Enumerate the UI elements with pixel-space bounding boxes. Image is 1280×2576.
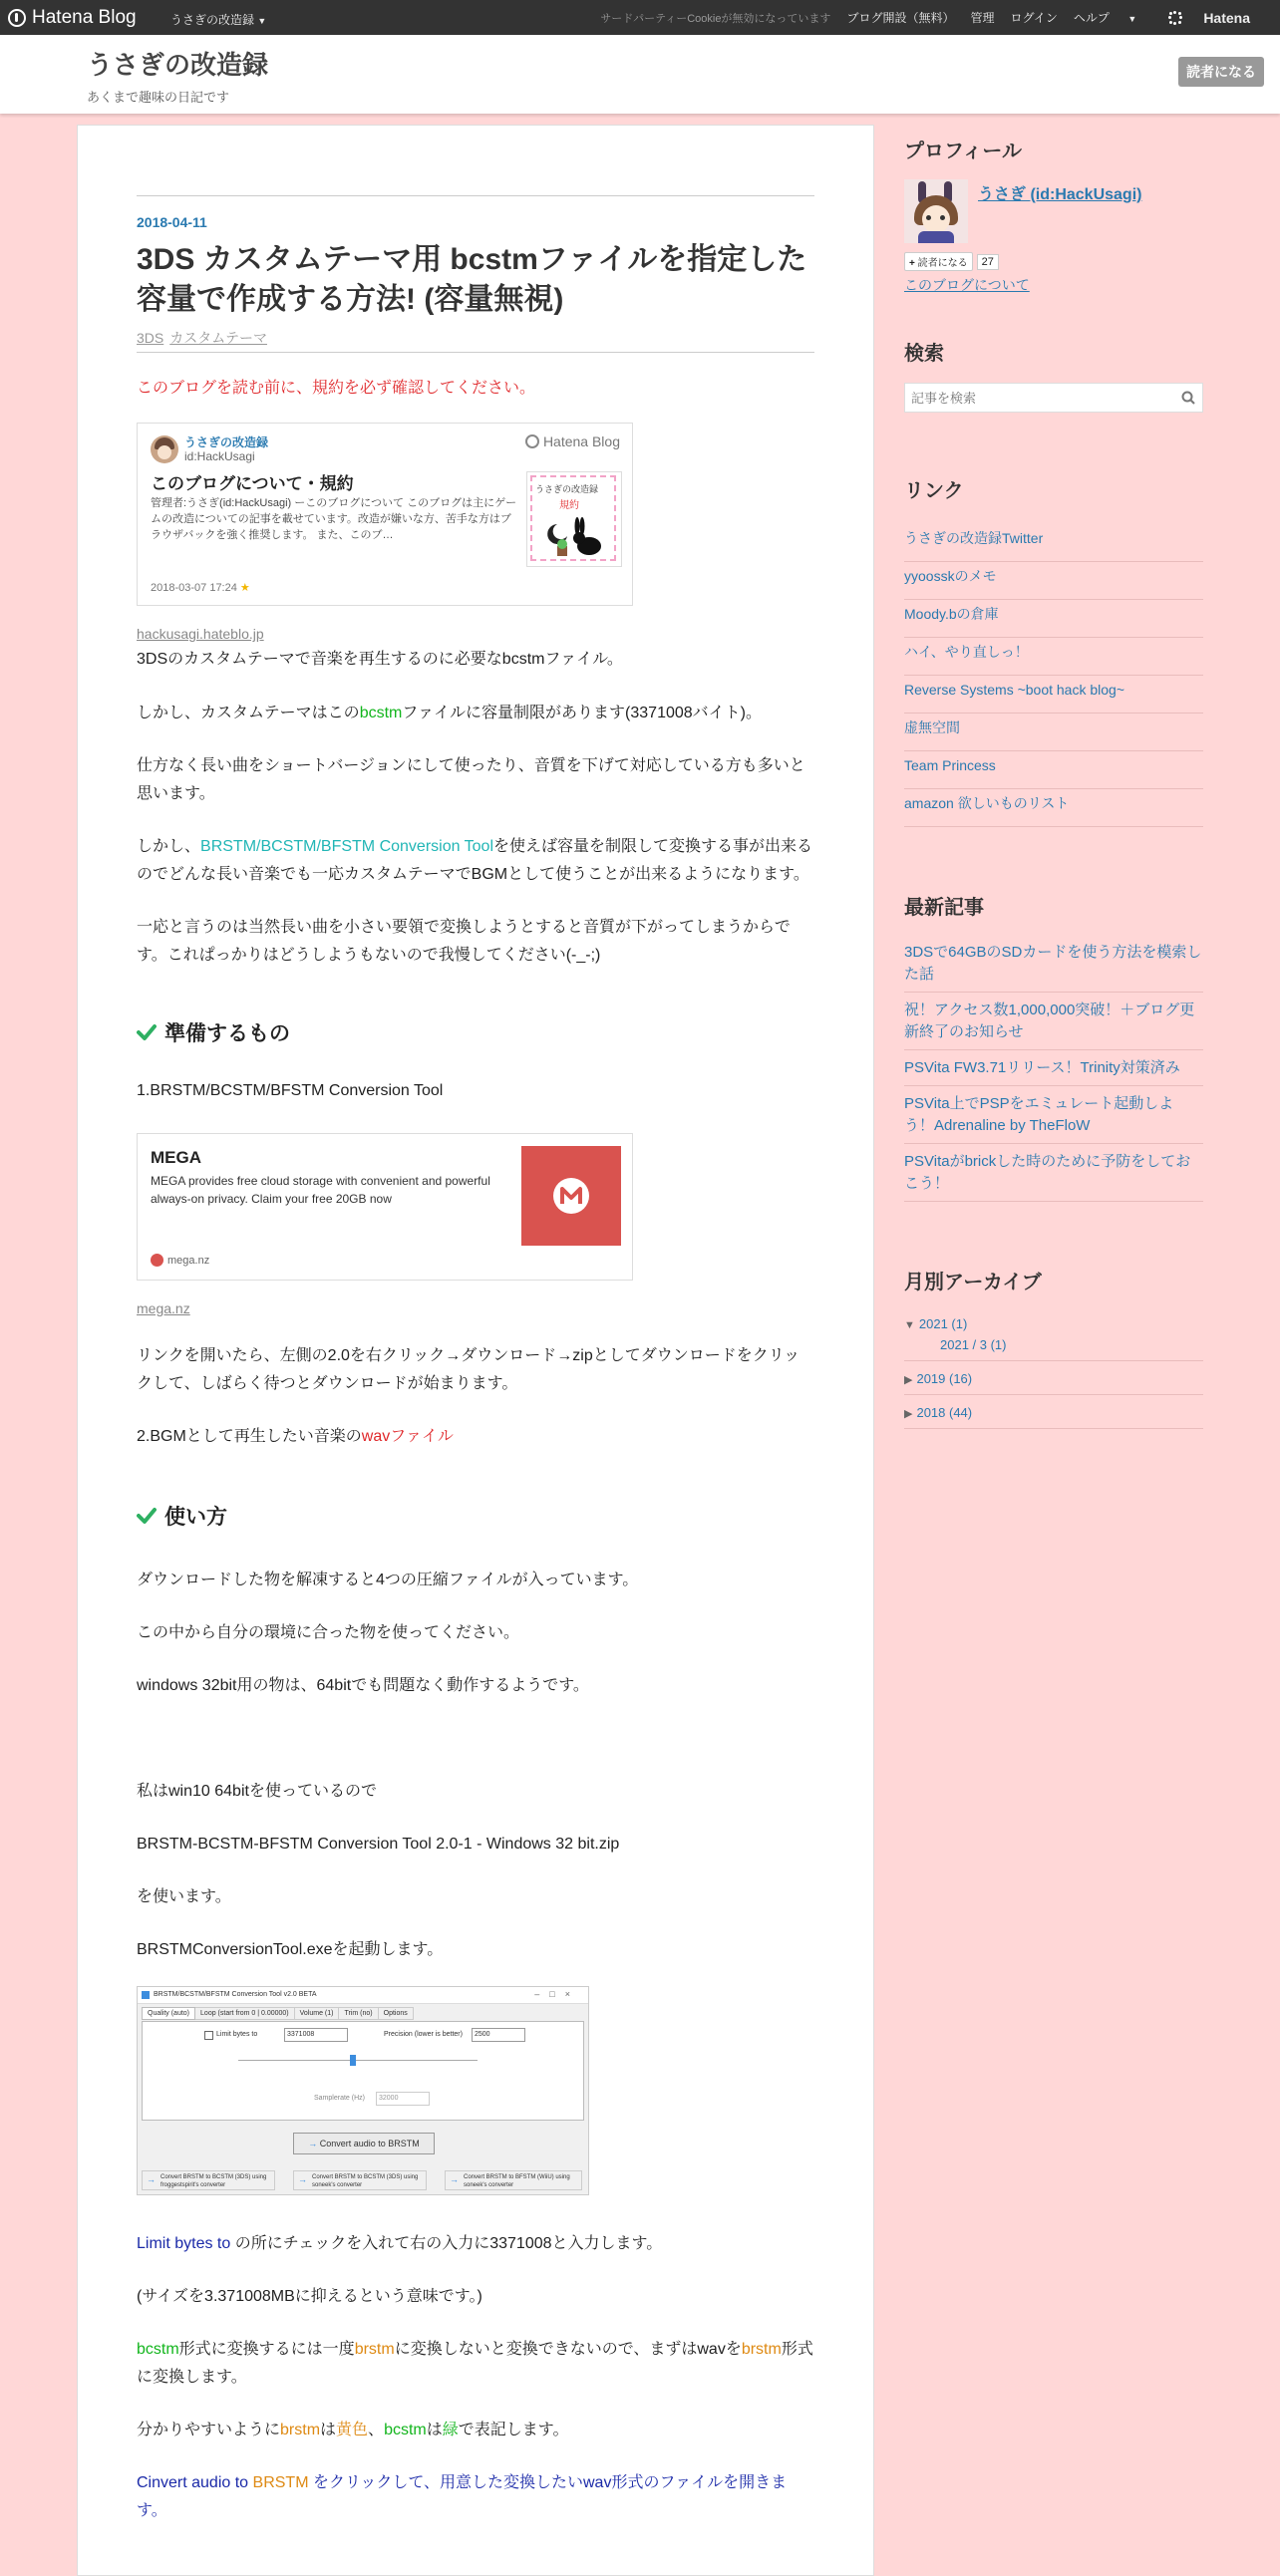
sidebar <box>904 125 1203 1439</box>
card-excerpt: 管理者:うさぎ(id:HackUsagi) ーこのブログについて このブログは主にゲームの改造についての記事を載せています。改造が嫌いな方、苦手な方はブラウザバックを強く推奨します。 また、このブ… <box>151 497 517 541</box>
blog-title[interactable]: うさぎの改造録 <box>87 50 269 80</box>
rabbit-moon-icon <box>527 472 621 566</box>
archive-month-link[interactable]: 2021 / 3 (1) <box>940 1337 1007 1352</box>
profile-title: プロフィール <box>904 141 1022 162</box>
caret-down-icon: ▼ <box>1124 14 1137 24</box>
text: を使えば容量を制限して変換する事が出来るのでどんな長い音楽でも一応カスタムテーマでBGMとして使うことが出来るようになります。 <box>137 838 813 883</box>
paragraph: を使います。 <box>137 1888 231 1905</box>
convert-brstm-button <box>293 2133 435 2154</box>
text: に変換しないと変換できないので、まずはwavを <box>394 2341 742 2358</box>
tab-quality: Quality (auto) <box>142 2007 195 2020</box>
global-header <box>0 0 1280 35</box>
card-user-id: id:HackUsagi <box>184 449 255 463</box>
card-source-link[interactable] <box>137 626 814 644</box>
limit-field: 3371008 <box>284 2028 348 2042</box>
precision-label: Precision (lower is better) <box>384 2031 463 2038</box>
tool-screenshot <box>137 1986 589 2195</box>
arrow-right-icon: → <box>308 2139 320 2148</box>
card-title: このブログについて・規約 <box>151 474 354 493</box>
section-heading-text: 使い方 <box>164 1506 227 1529</box>
recent-entry-link[interactable]: 祝！アクセス数1,000,000突破！＋ブログ更新終了のお知らせ <box>904 1000 1203 1050</box>
window-title: BRSTM/BCSTM/BFSTM Conversion Tool v2.0 BETA <box>154 1991 317 1998</box>
hatena-blog-icon <box>525 434 539 448</box>
entry-title[interactable]: 3DS カスタムテーマ用 bcstmファイルを指定した容量で作成する方法! (容量無視) <box>137 243 807 316</box>
checkmark-icon <box>137 1022 157 1042</box>
text: の所にチェックを入れて右の入力に3371008と入力します。 <box>230 2235 663 2252</box>
hatena-label: Hatena <box>1203 9 1250 26</box>
convert-bfstm-soneek-label: Convert BRSTM to BFSTM (WiiU) using soneek's converter <box>464 2174 570 2188</box>
entry-categories <box>137 328 814 348</box>
highlight-limit-bytes: Limit bytes to <box>137 2235 231 2252</box>
slider-thumb <box>350 2055 356 2066</box>
convert-bcstm-froggest-button <box>142 2170 275 2190</box>
paragraph: windows 32bit用の物は、64bitでも問題なく動作するようです。 <box>137 1677 589 1694</box>
search-icon[interactable] <box>1181 391 1195 405</box>
card-brand <box>525 433 620 449</box>
avatar <box>151 435 178 463</box>
triangle-right-icon[interactable]: ▶ <box>904 1408 913 1420</box>
arrow-right-icon: → <box>147 2174 156 2184</box>
hatena-dots-icon <box>1168 11 1182 25</box>
divider <box>137 352 814 353</box>
text: 分かりやすいように <box>137 2422 281 2438</box>
sidebar-link-item[interactable]: Reverse Systems ~boot hack blog~ <box>904 677 1203 714</box>
profile-avatar[interactable] <box>904 179 968 243</box>
paragraph: 仕方なく長い曲をショートバージョンにして使ったり、音質を下げて対応している方も多いと思います。 <box>137 757 805 802</box>
paragraph: (サイズを3.371008MBに抑えるという意味です。) <box>137 2288 482 2305</box>
text: ファイルに容量制限があります(3371008バイト)。 <box>402 705 762 721</box>
tab-trim: Trim (no) <box>339 2007 378 2020</box>
card-description: MEGA provides free cloud storage with convenient and powerful always-on privacy. Claim your free 20GB now <box>151 1174 490 1206</box>
paragraph: BRSTMConversionTool.exeを起動します。 <box>137 1941 444 1958</box>
sidebar-link-item[interactable]: うさぎの改造録Twitter <box>904 525 1203 562</box>
highlight-bcstm: bcstm <box>359 705 403 721</box>
login-link[interactable]: ログイン <box>1010 11 1058 25</box>
mega-favicon-icon <box>151 1254 163 1267</box>
paragraph: 1.BRSTM/BCSTM/BFSTM Conversion Tool <box>137 1082 444 1099</box>
card-date-text: 2018-03-07 17:24 <box>151 582 237 594</box>
card-date <box>151 581 250 594</box>
text: は <box>320 2422 337 2438</box>
paragraph <box>137 700 814 727</box>
profile-module <box>904 179 1203 293</box>
recent-entry-link[interactable]: 3DSで64GBのSDカードを使う方法を模索した話 <box>904 942 1203 993</box>
sidebar-link-item[interactable]: Team Princess <box>904 752 1203 789</box>
links-list <box>904 525 1203 827</box>
admin-link[interactable]: 管理 <box>970 11 995 25</box>
paragraph: リンクを開いたら、左側の2.0を右クリック→ダウンロード→zipとしてダウンロードをクリックして、しばらく待つとダウンロードが始まります。 <box>137 1347 800 1392</box>
notice-link[interactable]: このブログを読む前に、規約を必ず確認してください。 <box>137 380 536 397</box>
checkbox-icon <box>204 2031 213 2040</box>
arrow-right-icon: → <box>450 2174 459 2184</box>
card-site-label: mega.nz <box>167 1254 210 1267</box>
paragraph <box>137 1423 814 1451</box>
card-source-url[interactable]: hackusagi.hateblo.jp <box>137 626 264 642</box>
sidebar-link-item[interactable]: 虚無空間 <box>904 715 1203 751</box>
card-site <box>151 1254 209 1267</box>
paragraph: この中から自分の環境に合った物を使ってください。 <box>137 1624 520 1641</box>
card-blog-name: うさぎの改造録 <box>184 435 269 449</box>
hatena-menu[interactable] <box>1168 10 1266 26</box>
card-source-link[interactable] <box>137 1300 814 1318</box>
card-thumbnail <box>526 471 622 567</box>
paragraph: BRSTM-BCSTM-BFSTM Conversion Tool 2.0-1 - Windows 32 bit.zip <box>137 1836 620 1853</box>
recent-title: 最新記事 <box>904 897 984 919</box>
highlight-brstm: BRSTM <box>252 2474 309 2491</box>
highlight-brstm: brstm <box>280 2422 321 2438</box>
convert-bcstm-froggest-label: Convert BRSTM to BCSTM (3DS) using froggestspirit's converter <box>160 2174 267 2188</box>
hatena-blog-label: Hatena Blog <box>32 7 137 28</box>
paragraph <box>137 2230 814 2258</box>
main-content <box>77 125 874 2576</box>
blog-embed-card[interactable] <box>137 423 633 606</box>
blog-description: あくまで趣味の日記です <box>87 90 230 105</box>
convert-brstm-label: Convert audio to BRSTM <box>319 2139 420 2148</box>
tab-strip <box>142 2007 414 2020</box>
paragraph <box>137 2469 814 2525</box>
section-heading-usage <box>137 1501 814 1531</box>
start-blog-link[interactable]: ブログ開設（無料） <box>846 11 955 25</box>
text: 形式に変換するには一度 <box>178 2341 355 2358</box>
highlight-convert: Cinvert audio to <box>137 2474 253 2491</box>
paragraph <box>137 833 814 889</box>
text: 2.BGMとして再生したい音楽の <box>137 1428 362 1445</box>
highlight-bcstm: bcstm <box>137 2341 179 2358</box>
paragraph: 3DSのカスタムテーマで音楽を再生するのに必要なbcstmファイル。 <box>137 651 623 668</box>
limit-label: Limit bytes to <box>216 2031 258 2038</box>
precision-field: 2500 <box>472 2028 525 2042</box>
search-title: 検索 <box>904 343 944 365</box>
archive-year-label[interactable]: 2018 (44) <box>916 1405 973 1420</box>
caret-down-icon: ▼ <box>257 16 267 26</box>
paragraph: ダウンロードした物を解凍すると4つの圧縮ファイルが入っています。 <box>137 1572 639 1588</box>
sidebar-link-item[interactable]: amazon 欲しいものリスト <box>904 790 1203 827</box>
sidebar-link-item[interactable]: ハイ、やり直しっ！ <box>904 639 1203 676</box>
hatena-blog-logo[interactable] <box>8 7 137 29</box>
highlight-wav: wavファイル <box>361 1428 454 1445</box>
triangle-down-icon[interactable]: ▼ <box>904 1319 915 1331</box>
category-link[interactable]: 3DS <box>137 330 164 346</box>
paragraph: 私はwin10 64bitを使っているので <box>137 1783 377 1800</box>
archive-title: 月別アーカイブ <box>904 1272 1042 1293</box>
samplerate-label: Samplerate (Hz) <box>314 2095 365 2102</box>
search-input[interactable] <box>904 383 1203 413</box>
subscribe-button[interactable]: 読者になる <box>1178 57 1264 87</box>
subscribe-small-button[interactable] <box>904 252 973 271</box>
archive-year[interactable] <box>904 1405 1203 1429</box>
convert-bcstm-soneek-button <box>293 2170 427 2190</box>
profile-name[interactable]: うさぎ (id:HackUsagi) <box>978 186 1142 203</box>
archive-year[interactable] <box>904 1371 1203 1395</box>
recent-entry-link[interactable]: PSVita FW3.71リリース！Trinity対策済み <box>904 1057 1203 1086</box>
divider <box>137 195 814 196</box>
window-controls-icon: –□× <box>534 1989 580 1999</box>
recent-list <box>904 942 1203 1202</box>
blog-title-bar <box>0 35 1280 114</box>
cookie-notice: サードパーティーCookieが無効になっています <box>600 12 831 25</box>
highlight-yellow: 黄色 <box>336 2422 369 2438</box>
subscriber-count: 27 <box>977 254 999 270</box>
mega-embed-card[interactable] <box>137 1133 633 1281</box>
hatena-blog-icon <box>8 9 26 27</box>
highlight-bcstm: bcstm <box>384 2422 427 2438</box>
tab-loop: Loop (start from 0 | 0.00000) <box>195 2007 295 2020</box>
app-icon <box>142 1991 150 1999</box>
samplerate-field: 32000 <box>376 2092 430 2106</box>
text: で表記します。 <box>458 2422 569 2438</box>
star-icon: ★ <box>239 582 250 594</box>
blog-menu-dropdown[interactable] <box>170 11 266 28</box>
paragraph: 一応と言うのは当然長い曲を小さい要領で変換しようとすると音質が下がってしまうからです。これぱっかりはどうしようもないので我慢してください(-_-;) <box>137 919 791 964</box>
text: 形式に変換します。 <box>137 2341 813 2386</box>
thumb-title: うさぎの改造録 <box>535 484 599 494</box>
plus-icon: + <box>909 258 915 269</box>
entry <box>137 195 814 2525</box>
tab-options: Options <box>379 2007 414 2020</box>
highlight-green: 緑 <box>442 2422 459 2438</box>
blog-menu-label: うさぎの改造録 <box>170 13 255 27</box>
text: 、 <box>368 2422 385 2438</box>
checkmark-icon <box>137 1506 157 1526</box>
thumb-subtitle: 規約 <box>559 500 579 511</box>
help-dropdown[interactable] <box>1074 9 1152 26</box>
arrow-right-icon: → <box>298 2174 307 2184</box>
paragraph <box>137 2336 814 2392</box>
slider-track <box>238 2060 478 2061</box>
recent-entry-link[interactable]: PSVitaがbrickした時のために予防をしておこう！ <box>904 1151 1203 1202</box>
convert-bcstm-soneek-label: Convert BRSTM to BCSTM (3DS) using soneek's converter <box>312 2174 419 2188</box>
search-form <box>904 383 1203 413</box>
sidebar-link-item[interactable]: Moody.bの倉庫 <box>904 601 1203 638</box>
mega-logo <box>521 1146 621 1246</box>
subscribe-widget <box>904 252 999 271</box>
section-heading-prepare <box>137 1017 814 1047</box>
highlight-brstm: brstm <box>354 2341 395 2358</box>
category-link[interactable]: カスタムテーマ <box>169 330 267 346</box>
archive-year-label[interactable]: 2021 (1) <box>918 1316 968 1331</box>
card-title: MEGA <box>151 1148 201 1167</box>
highlight-brstm: brstm <box>741 2341 782 2358</box>
mega-m-icon <box>521 1146 621 1246</box>
card-brand-label: Hatena Blog <box>542 433 620 449</box>
tab-volume: Volume (1) <box>295 2007 340 2020</box>
subscribe-small-label: 読者になる <box>917 258 968 269</box>
archive-year-label[interactable]: 2019 (16) <box>916 1371 973 1386</box>
card-source-url[interactable]: mega.nz <box>137 1300 190 1316</box>
links-title: リンク <box>904 480 964 502</box>
text: しかし、カスタムテーマはこの <box>137 705 360 721</box>
paragraph <box>137 2417 814 2444</box>
recent-entry-link[interactable]: PSVita上でPSPをエミュレート起動しよう！Adrenaline by TheFloW <box>904 1093 1203 1144</box>
section-heading-text: 準備するもの <box>164 1022 290 1045</box>
text: しかし、 <box>137 838 201 855</box>
tool-link[interactable]: BRSTM/BCSTM/BFSTM Conversion Tool <box>200 838 494 855</box>
about-blog-link[interactable]: このブログについて <box>904 277 1030 293</box>
text: をクリックして、用意した変換したいwav形式のファイルを開きます。 <box>137 2474 788 2519</box>
convert-bfstm-soneek-button <box>445 2170 582 2190</box>
tab-panel <box>142 2021 584 2121</box>
help-label: ヘルプ <box>1073 11 1110 25</box>
entry-date[interactable]: 2018-04-11 <box>137 214 207 230</box>
sidebar-link-item[interactable]: yyoosskのメモ <box>904 563 1203 600</box>
archive-list <box>904 1316 1203 1429</box>
window-titlebar <box>138 1987 588 2004</box>
triangle-right-icon[interactable]: ▶ <box>904 1374 913 1386</box>
archive-year[interactable] <box>904 1316 1203 1361</box>
text: は <box>426 2422 443 2438</box>
